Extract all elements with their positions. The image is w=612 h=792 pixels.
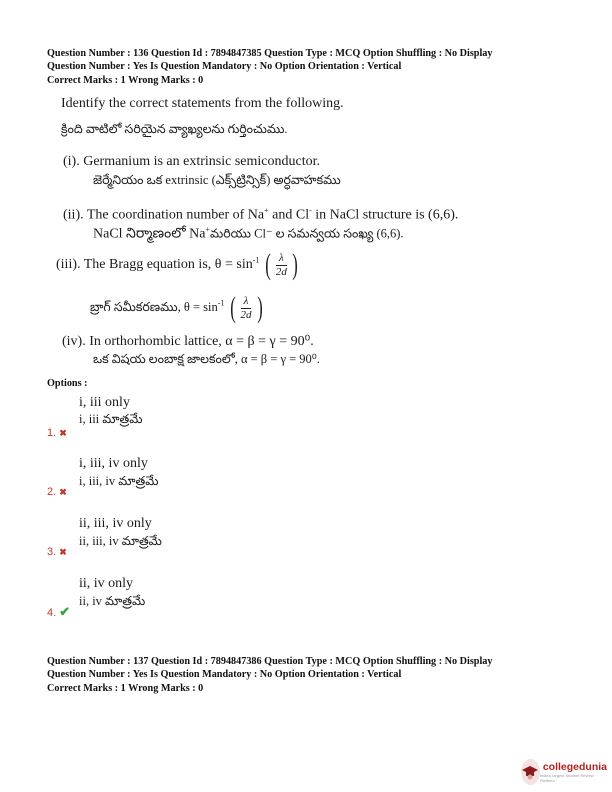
q137-marks: Correct Marks : 1 Wrong Marks : 0 xyxy=(47,683,204,694)
option-2-en[interactable]: i, iii, iv only xyxy=(79,456,148,471)
wrong-mark-icon: ✖ xyxy=(59,487,67,497)
correct-check-icon: ✔ xyxy=(59,604,71,619)
q136-meta-line1: Question Number : 136 Question Id : 7894847385 Question Type : MCQ Option Shuffling : No Display xyxy=(47,48,493,59)
statement-3-te: బ్రాగ్ సమీకరణము, $\theta = \sin^{-1}$ ( $\frac{\lambda}{2d}$ ) xyxy=(90,293,265,323)
bragg-fraction: ( $\frac{\lambda}{2d}$ ) xyxy=(265,248,298,281)
graduate-cap-icon xyxy=(521,759,540,785)
wrong-mark-icon: ✖ xyxy=(59,547,67,557)
q136-marks: Correct Marks : 1 Wrong Marks : 0 xyxy=(47,75,204,86)
option-3-number: 3. ✖ xyxy=(47,546,67,558)
question-stem-te: క్రింది వాటిలో సరియైన వ్యాఖ్యలను గుర్తించుము. xyxy=(61,122,288,136)
option-4-te[interactable]: ii, iv మాత్రమే xyxy=(79,594,146,608)
option-1-en[interactable]: i, iii only xyxy=(79,395,130,410)
bragg-fraction-te: ( $\frac{\lambda}{2d}$ ) xyxy=(229,291,263,324)
option-4-number: 4. ✔ xyxy=(47,604,71,619)
option-1-te[interactable]: i, iii మాత్రమే xyxy=(79,412,143,426)
options-label: Options : xyxy=(47,378,88,389)
q137-meta-line1: Question Number : 137 Question Id : 7894847386 Question Type : MCQ Option Shuffling : No Display xyxy=(47,656,493,667)
statement-2-en: (ii). The coordination number of Na+ and Cl- in NaCl structure is (6,6). xyxy=(63,206,459,223)
q137-meta-line2: Question Number : Yes Is Question Mandatory : No Option Orientation : Vertical xyxy=(47,669,402,680)
statement-1-te: జెర్మేనియం ఒక extrinsic (ఎక్స్‌ట్రిన్సిక్) అర్ధవాహకము xyxy=(93,173,341,187)
option-2-number: 2. ✖ xyxy=(47,486,67,498)
statement-4-te: ఒక విషయ లంబాక్ష జాలకంలో, α = β = γ = 90⁰. xyxy=(93,352,320,366)
statement-2-te: NaCl నిర్మాణంలో Na+మరియు Cl⁻ ల సమన్వయ సంఖ్య (6,6). xyxy=(93,225,404,242)
q136-meta-line2: Question Number : Yes Is Question Mandatory : No Option Orientation : Vertical xyxy=(47,61,402,72)
option-2-te[interactable]: i, iii, iv మాత్రమే xyxy=(79,474,159,488)
statement-4-en: (iv). In orthorhombic lattice, α = β = γ = 90⁰. xyxy=(62,334,314,349)
option-3-te[interactable]: ii, iii, iv మాత్రమే xyxy=(79,534,162,548)
collegedunia-logo: collegedunia India's largest Student Review Platform xyxy=(521,757,607,787)
question-stem-en: Identify the correct statements from the following. xyxy=(61,96,344,111)
wrong-mark-icon: ✖ xyxy=(59,428,67,438)
statement-1-en: (i). Germanium is an extrinsic semiconductor. xyxy=(63,154,320,169)
option-4-en[interactable]: ii, iv only xyxy=(79,576,134,591)
option-3-en[interactable]: ii, iii, iv only xyxy=(79,516,152,531)
option-1-number: 1. ✖ xyxy=(47,427,67,439)
statement-3-en: (iii). The Bragg equation is, $\theta = \sin^{-1}$ ( $\frac{\lambda}{2d}$ ) xyxy=(56,250,300,280)
